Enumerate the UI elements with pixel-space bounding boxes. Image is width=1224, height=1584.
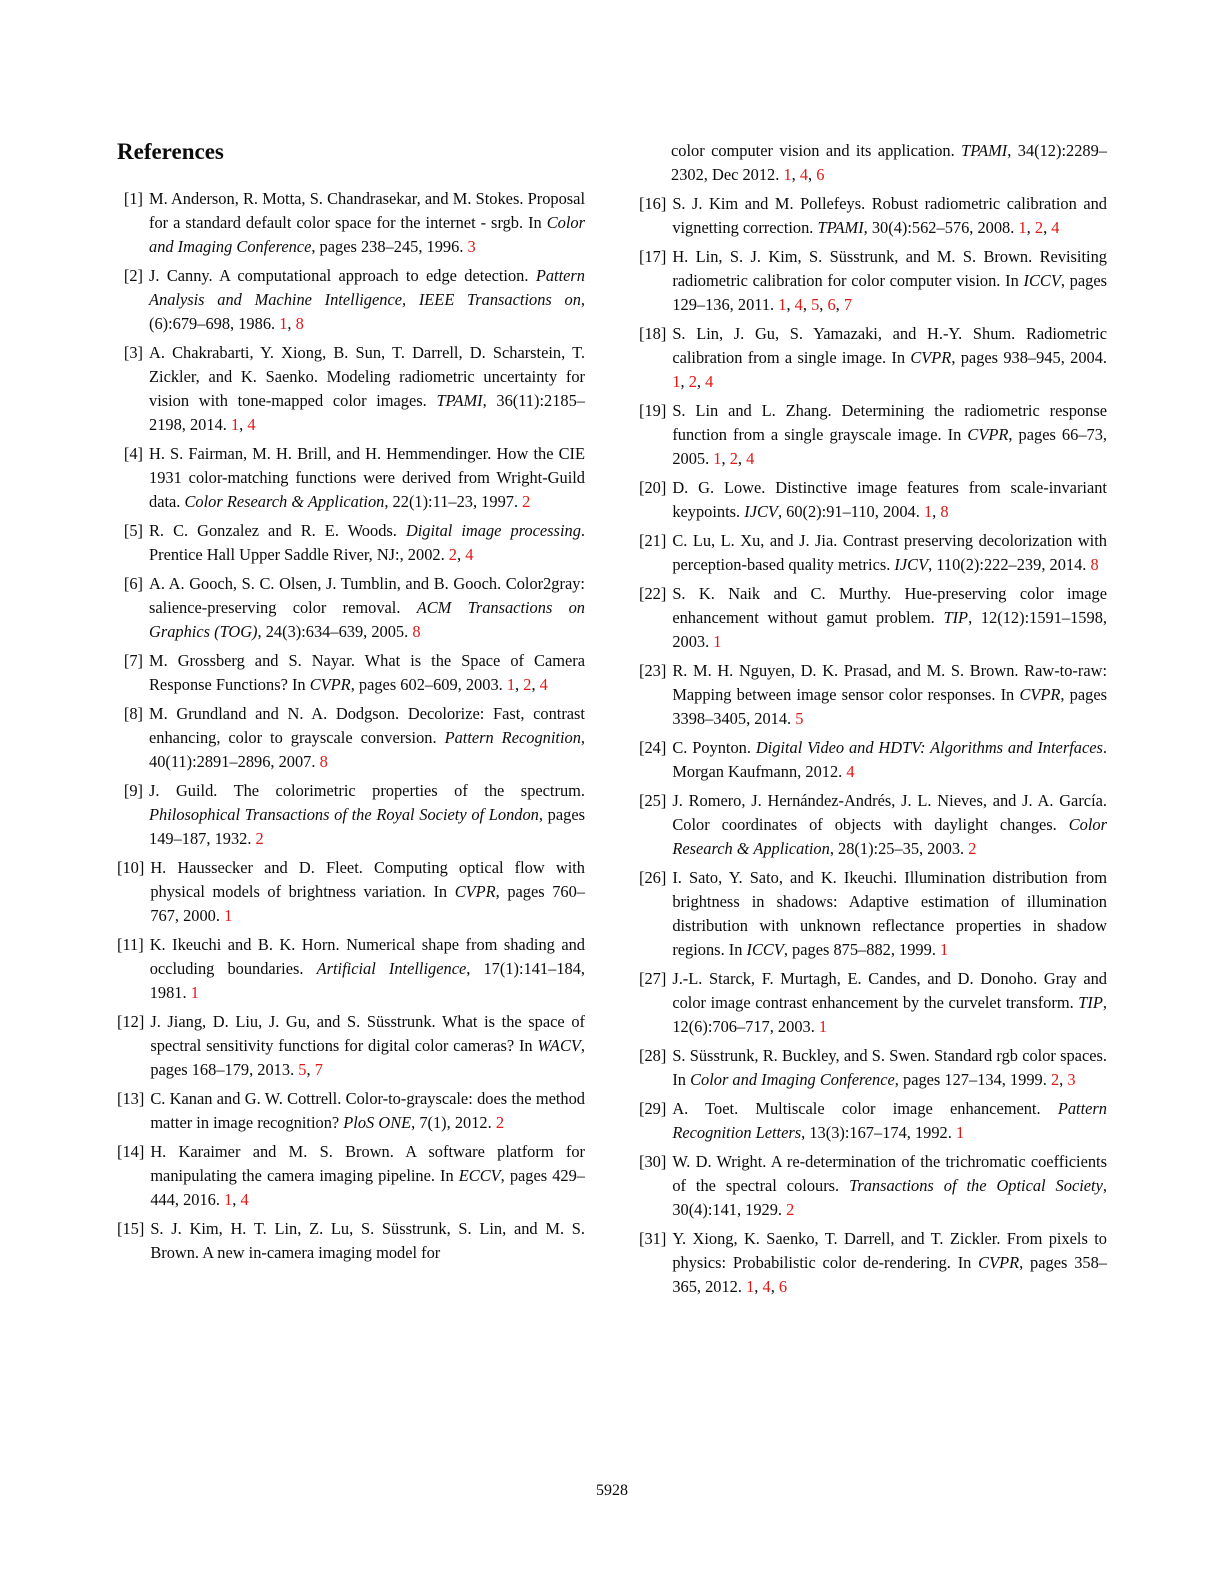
reference-label: [12] bbox=[117, 1012, 145, 1031]
reference-label: [8] bbox=[123, 704, 143, 723]
reference-text-segment: H. Haussecker and D. Fleet. Computing optical flow with physical models of brightness variation. In bbox=[150, 858, 585, 901]
citation-page-link[interactable]: 3 bbox=[1067, 1070, 1076, 1089]
reference-label: [22] bbox=[639, 584, 667, 603]
reference-text-segment: , (6):679–698, 1986. bbox=[149, 290, 585, 333]
references-list-left bbox=[117, 187, 585, 1265]
reference-item bbox=[117, 702, 585, 774]
venue-name: TIP bbox=[943, 608, 969, 627]
reference-label: [25] bbox=[639, 791, 667, 810]
reference-label: [18] bbox=[639, 324, 667, 343]
reference-text-segment: , pages 168–179, 2013. bbox=[150, 1036, 585, 1079]
citation-page-link[interactable]: 4 bbox=[746, 449, 755, 468]
citation-page-link[interactable]: 2 bbox=[495, 1113, 505, 1132]
citation-page-link[interactable]: 1 bbox=[955, 1123, 965, 1142]
reference-text-segment: color computer vision and its application. bbox=[671, 141, 962, 160]
reference-text bbox=[149, 572, 585, 644]
reference-text-segment: , 60(2):91–110, 2004. bbox=[777, 502, 924, 521]
reference-text-segment: , pages 127–134, 1999. bbox=[894, 1070, 1051, 1089]
reference-text-segment: , pages 129–136, 2011. bbox=[672, 271, 1107, 314]
reference-item bbox=[117, 572, 585, 644]
reference-label: [11] bbox=[117, 935, 144, 954]
citation-page-link[interactable]: 1 bbox=[940, 940, 949, 959]
reference-label: [19] bbox=[639, 401, 667, 420]
venue-name: Digital Video and HDTV: Algorithms and Interfaces bbox=[755, 738, 1103, 757]
reference-text-segment: I. Sato, Y. Sato, and K. Ikeuchi. Illumination distribution from brightness in shadows: Adaptive estimation of illumination distribution with unknown reflectance properties in shadow regions. In bbox=[672, 868, 1107, 959]
reference-text-segment: R. M. H. Nguyen, D. K. Prasad, and M. S. Brown. Raw-to-raw: Mapping between image sensor color responses. In bbox=[672, 661, 1107, 704]
reference-label: [29] bbox=[639, 1099, 667, 1118]
venue-name: CVPR bbox=[910, 348, 952, 367]
reference-text-segment: , 22(1):11–23, 1997. bbox=[384, 492, 523, 511]
reference-item bbox=[639, 529, 1107, 577]
reference-text bbox=[672, 476, 1107, 524]
reference-text-segment: D. G. Lowe. Distinctive image features from scale-invariant keypoints. bbox=[672, 478, 1107, 521]
reference-item bbox=[117, 779, 585, 851]
reference-label: [24] bbox=[639, 738, 667, 757]
citation-page-link[interactable]: 1 bbox=[713, 632, 722, 651]
reference-label: [6] bbox=[123, 574, 143, 593]
reference-text bbox=[672, 1150, 1107, 1222]
reference-text-segment: J.-L. Starck, F. Murtagh, E. Candes, and D. Donoho. Gray and color image contrast enhancement by the curvelet transform. bbox=[672, 969, 1107, 1012]
venue-name: WACV bbox=[537, 1036, 581, 1055]
citation-page-link[interactable]: 4 bbox=[247, 415, 256, 434]
venue-name: Transactions of the Optical Society bbox=[849, 1176, 1103, 1195]
reference-text-segment: , 110(2):222–239, 2014. bbox=[928, 555, 1091, 574]
reference-label: [13] bbox=[117, 1089, 145, 1108]
reference-text bbox=[149, 702, 585, 774]
venue-name: TPAMI bbox=[817, 218, 864, 237]
reference-item bbox=[639, 866, 1107, 962]
citation-page-link[interactable]: 1 bbox=[1018, 218, 1027, 237]
reference-item-continuation bbox=[639, 139, 1107, 187]
reference-text-segment: M. Anderson, R. Motta, S. Chandrasekar, and M. Stokes. Proposal for a standard default color space for the internet - srgb. In bbox=[149, 189, 585, 232]
reference-text-segment: , bbox=[696, 372, 706, 391]
citation-page-link[interactable]: 1 bbox=[224, 1190, 233, 1209]
citation-page-link[interactable]: 4 bbox=[705, 372, 714, 391]
reference-label: [31] bbox=[639, 1229, 667, 1248]
citation-page-link[interactable]: 7 bbox=[843, 295, 853, 314]
reference-label: [21] bbox=[639, 531, 667, 550]
venue-name: Color Research & Application bbox=[672, 815, 1107, 858]
reference-text bbox=[149, 341, 585, 437]
reference-text-segment: , bbox=[1059, 1070, 1068, 1089]
reference-item bbox=[639, 736, 1107, 784]
citation-page-link[interactable]: 5 bbox=[795, 709, 804, 728]
reference-item bbox=[117, 1087, 585, 1135]
reference-text bbox=[672, 192, 1107, 240]
reference-text bbox=[672, 322, 1107, 394]
reference-text-segment: , bbox=[456, 545, 466, 564]
reference-text-segment: , bbox=[1026, 218, 1035, 237]
venue-name: ACM Transactions on Graphics (TOG) bbox=[149, 598, 585, 641]
reference-text-segment: S. Süsstrunk, R. Buckley, and S. Swen. Standard rgb color spaces. In bbox=[672, 1046, 1107, 1089]
reference-text-segment: , bbox=[802, 295, 812, 314]
reference-item bbox=[117, 519, 585, 567]
citation-page-link[interactable]: 5 bbox=[811, 295, 820, 314]
reference-text bbox=[149, 264, 585, 336]
reference-label: [4] bbox=[123, 444, 143, 463]
venue-name: Pattern Recognition Letters bbox=[672, 1099, 1107, 1142]
venue-name: CVPR bbox=[309, 675, 351, 694]
reference-label: [28] bbox=[639, 1046, 667, 1065]
citation-page-link[interactable]: 2 bbox=[1050, 1070, 1060, 1089]
reference-label: [17] bbox=[639, 247, 667, 266]
reference-label: [3] bbox=[123, 343, 143, 362]
reference-item bbox=[639, 476, 1107, 524]
reference-text-segment: , pages 602–609, 2003. bbox=[350, 675, 507, 694]
reference-label: [30] bbox=[639, 1152, 667, 1171]
reference-text-segment: , bbox=[754, 1277, 763, 1296]
citation-page-link[interactable]: 1 bbox=[190, 983, 199, 1002]
reference-text-segment: , pages 66–73, 2005. bbox=[672, 425, 1108, 468]
references-column-right bbox=[639, 139, 1107, 1304]
reference-text-segment: , 17(1):141–184, 1981. bbox=[149, 959, 585, 1002]
citation-page-link[interactable]: 4 bbox=[240, 1190, 249, 1209]
reference-text-segment: , 7(1), 2012. bbox=[411, 1113, 496, 1132]
venue-name: PloS ONE bbox=[343, 1113, 412, 1132]
reference-text bbox=[150, 1087, 585, 1135]
reference-label: [26] bbox=[639, 868, 667, 887]
reference-text-segment: , pages 760–767, 2000. bbox=[150, 882, 585, 925]
citation-page-link[interactable]: 2 bbox=[729, 449, 738, 468]
venue-name: TPAMI bbox=[436, 391, 483, 410]
reference-text bbox=[150, 1217, 585, 1265]
reference-text bbox=[672, 529, 1107, 577]
reference-text-segment: , bbox=[306, 1060, 315, 1079]
reference-item bbox=[639, 399, 1107, 471]
reference-text-segment: , bbox=[835, 295, 844, 314]
reference-text-segment: , 36(11):2185–2198, 2014. bbox=[149, 391, 585, 434]
reference-text-segment: J. Guild. The colorimetric properties of the spectrum. bbox=[149, 781, 585, 800]
reference-text-segment: , bbox=[287, 314, 296, 333]
page-number: 5928 bbox=[596, 1482, 628, 1499]
venue-name: ICCV bbox=[746, 940, 784, 959]
reference-item bbox=[639, 192, 1107, 240]
reference-text-segment: , 34(12):2289–2302, Dec 2012. bbox=[671, 141, 1107, 184]
reference-text-segment: , bbox=[515, 675, 524, 694]
citation-page-link[interactable]: 1 bbox=[279, 314, 288, 333]
reference-item bbox=[639, 582, 1107, 654]
reference-text-segment: , bbox=[791, 165, 800, 184]
reference-text-segment: , bbox=[808, 165, 817, 184]
citation-page-link[interactable]: 1 bbox=[783, 165, 792, 184]
venue-name: Pattern Recognition bbox=[444, 728, 581, 747]
citation-page-link[interactable]: 1 bbox=[230, 415, 240, 434]
reference-text-segment: M. Grundland and N. A. Dodgson. Decolorize: Fast, contrast enhancing, color to grayscale conversion. bbox=[149, 704, 585, 747]
citation-page-link[interactable]: 1 bbox=[923, 502, 933, 521]
citation-page-link[interactable]: 4 bbox=[465, 545, 474, 564]
venue-name: Color and Imaging Conference bbox=[690, 1070, 895, 1089]
citation-page-link[interactable]: 8 bbox=[1090, 555, 1099, 574]
citation-page-link[interactable]: 1 bbox=[506, 675, 516, 694]
reference-text-segment: , 12(12):1591–1598, 2003. bbox=[672, 608, 1107, 651]
reference-text-segment: , bbox=[239, 415, 248, 434]
reference-text bbox=[149, 519, 585, 567]
venue-name: IJCV bbox=[894, 555, 929, 574]
reference-text bbox=[672, 1044, 1107, 1092]
reference-label: [23] bbox=[639, 661, 667, 680]
reference-text-segment: , pages 875–882, 1999. bbox=[783, 940, 941, 959]
reference-text-segment: J. Canny. A computational approach to edge detection. bbox=[149, 266, 536, 285]
reference-label: [16] bbox=[639, 194, 667, 213]
reference-label: [7] bbox=[123, 651, 143, 670]
citation-page-link[interactable]: 4 bbox=[799, 165, 809, 184]
reference-text-segment: Y. Xiong, K. Saenko, T. Darrell, and T. Zickler. From pixels to physics: Probabilistic color de-rendering. In bbox=[672, 1229, 1107, 1272]
reference-text-segment: J. Jiang, D. Liu, J. Gu, and S. Süsstrunk. What is the space of spectral sensitivity functions for digital color cameras? In bbox=[150, 1012, 585, 1055]
citation-page-link[interactable]: 2 bbox=[522, 492, 531, 511]
reference-text-segment: , 28(1):25–35, 2003. bbox=[829, 839, 969, 858]
reference-text bbox=[150, 856, 585, 928]
reference-label: [14] bbox=[117, 1142, 145, 1161]
reference-text-segment: , 40(11):2891–2896, 2007. bbox=[149, 728, 585, 771]
reference-text-segment: , bbox=[1043, 218, 1052, 237]
reference-text bbox=[150, 1010, 585, 1082]
citation-page-link[interactable]: 2 bbox=[688, 372, 697, 391]
venue-name: Color Research & Application bbox=[184, 492, 385, 511]
reference-text-segment: , bbox=[819, 295, 828, 314]
reference-text bbox=[672, 1097, 1107, 1145]
citation-page-link[interactable]: 1 bbox=[672, 372, 681, 391]
citation-page-link[interactable]: 2 bbox=[1034, 218, 1044, 237]
citation-page-link[interactable]: 2 bbox=[786, 1200, 795, 1219]
reference-text bbox=[149, 649, 585, 697]
reference-text bbox=[672, 789, 1107, 861]
venue-name: CVPR bbox=[454, 882, 496, 901]
venue-name: TIP bbox=[1078, 993, 1103, 1012]
venue-name: Pattern Analysis and Machine Intelligence, IEEE Transactions on bbox=[149, 266, 585, 309]
citation-page-link[interactable]: 2 bbox=[448, 545, 457, 564]
reference-text-segment: S. J. Kim and M. Pollefeys. Robust radiometric calibration and vignetting correction. bbox=[672, 194, 1107, 237]
reference-text-segment: A. Toet. Multiscale color image enhancement. bbox=[672, 1099, 1058, 1118]
reference-text-segment: S. J. Kim, H. T. Lin, Z. Lu, S. Süsstrunk, S. Lin, and M. S. Brown. A new in-camera imaging model for bbox=[150, 1219, 585, 1262]
reference-text bbox=[672, 967, 1107, 1039]
venue-name: Philosophical Transactions of the Royal Society of London bbox=[149, 805, 539, 824]
venue-name: Color and Imaging Conference bbox=[149, 213, 585, 256]
venue-name: Artificial Intelligence bbox=[316, 959, 467, 978]
reference-item bbox=[639, 1150, 1107, 1222]
reference-text-segment: , 13(3):167–174, 1992. bbox=[801, 1123, 956, 1142]
reference-text bbox=[149, 187, 585, 259]
citation-page-link[interactable]: 8 bbox=[412, 622, 421, 641]
citation-page-link[interactable]: 1 bbox=[746, 1277, 755, 1296]
citation-page-link[interactable]: 4 bbox=[794, 295, 803, 314]
reference-text-segment: , bbox=[721, 449, 730, 468]
venue-name: CVPR bbox=[978, 1253, 1020, 1272]
citation-page-link[interactable]: 6 bbox=[816, 165, 825, 184]
venue-name: CVPR bbox=[1019, 685, 1061, 704]
reference-item bbox=[639, 789, 1107, 861]
reference-label: [5] bbox=[123, 521, 143, 540]
reference-text-segment: , bbox=[932, 502, 941, 521]
citation-page-link[interactable]: 4 bbox=[846, 762, 855, 781]
citation-page-link[interactable]: 1 bbox=[224, 906, 233, 925]
reference-text-segment: H. Karaimer and M. S. Brown. A software platform for manipulating the camera imaging pipeline. In bbox=[150, 1142, 585, 1185]
reference-text-segment: , 30(4):562–576, 2008. bbox=[863, 218, 1019, 237]
references-heading: References bbox=[117, 139, 224, 164]
reference-text-segment: H. S. Fairman, M. H. Brill, and H. Hemmendinger. How the CIE 1931 color-matching functions were derived from Wright-Guild data. bbox=[149, 444, 585, 511]
reference-text-segment: C. Poynton. bbox=[672, 738, 756, 757]
citation-page-link[interactable]: 4 bbox=[1051, 218, 1060, 237]
reference-text-segment: , pages 3398–3405, 2014. bbox=[672, 685, 1108, 728]
reference-text bbox=[149, 442, 585, 514]
reference-text-segment: , bbox=[737, 449, 747, 468]
reference-text-segment: R. C. Gonzalez and R. E. Woods. bbox=[149, 521, 406, 540]
citation-page-link[interactable]: 1 bbox=[713, 449, 722, 468]
reference-item bbox=[117, 649, 585, 697]
reference-text-segment: M. Grossberg and S. Nayar. What is the Space of Camera Response Functions? In bbox=[149, 651, 585, 694]
reference-text bbox=[672, 1227, 1107, 1299]
reference-text-segment: , 24(3):634–639, 2005. bbox=[257, 622, 413, 641]
reference-text-segment: W. D. Wright. A re-determination of the trichromatic coefficients of the spectral colours. bbox=[672, 1152, 1107, 1195]
reference-item bbox=[117, 264, 585, 336]
reference-label: [20] bbox=[639, 478, 667, 497]
reference-item bbox=[117, 856, 585, 928]
reference-text-segment: A. A. Gooch, S. C. Olsen, J. Tumblin, and B. Gooch. Color2gray: salience-preserving color removal. bbox=[149, 574, 585, 617]
citation-page-link[interactable]: 1 bbox=[818, 1017, 828, 1036]
reference-text-segment: S. Lin and L. Zhang. Determining the radiometric response function from a single grayscale image. In bbox=[672, 401, 1107, 444]
reference-text-segment: S. K. Naik and C. Murthy. Hue-preserving color image enhancement without gamut problem. bbox=[672, 584, 1107, 627]
reference-text-segment: , bbox=[232, 1190, 241, 1209]
reference-text-segment: , 30(4):141, 1929. bbox=[672, 1176, 1107, 1219]
citation-page-link[interactable]: 1 bbox=[778, 295, 787, 314]
reference-text bbox=[672, 866, 1107, 962]
venue-name: ICCV bbox=[1023, 271, 1061, 290]
reference-text-segment: , bbox=[680, 372, 689, 391]
reference-item bbox=[117, 1010, 585, 1082]
reference-item bbox=[117, 187, 585, 259]
references-column-left bbox=[117, 139, 585, 1270]
reference-item bbox=[639, 245, 1107, 317]
reference-item bbox=[639, 1227, 1107, 1299]
reference-item bbox=[639, 1044, 1107, 1092]
reference-text-segment: , pages 938–945, 2004. bbox=[951, 348, 1107, 367]
reference-text-segment: C. Kanan and G. W. Cottrell. Color-to-grayscale: does the method matter in image recognition? bbox=[150, 1089, 585, 1132]
reference-text bbox=[671, 139, 1107, 187]
citation-page-link[interactable]: 2 bbox=[968, 839, 977, 858]
reference-text bbox=[150, 1140, 585, 1212]
citation-page-link[interactable]: 6 bbox=[778, 1277, 788, 1296]
reference-text bbox=[149, 779, 585, 851]
reference-item bbox=[639, 659, 1107, 731]
reference-label: [27] bbox=[639, 969, 667, 988]
venue-name: CVPR bbox=[967, 425, 1009, 444]
reference-text-segment: , pages 358–365, 2012. bbox=[672, 1253, 1107, 1296]
reference-text bbox=[672, 582, 1107, 654]
reference-label: [10] bbox=[117, 858, 145, 877]
citation-page-link[interactable]: 8 bbox=[940, 502, 949, 521]
citation-page-link[interactable]: 5 bbox=[298, 1060, 307, 1079]
citation-page-link[interactable]: 2 bbox=[255, 829, 264, 848]
reference-text-segment: , 12(6):706–717, 2003. bbox=[672, 993, 1107, 1036]
reference-item bbox=[117, 1217, 585, 1265]
reference-text-segment: , bbox=[786, 295, 795, 314]
venue-name: Digital image processing bbox=[405, 521, 581, 540]
citation-page-link[interactable]: 8 bbox=[295, 314, 304, 333]
reference-label: [2] bbox=[123, 266, 143, 285]
reference-text-segment: . Morgan Kaufmann, 2012. bbox=[672, 738, 1107, 781]
reference-text-segment: S. Lin, J. Gu, S. Yamazaki, and H.-Y. Shum. Radiometric calibration from a single image. In bbox=[672, 324, 1107, 367]
reference-text-segment: H. Lin, S. J. Kim, S. Süsstrunk, and M. S. Brown. Revisiting radiometric calibration for color computer vision. In bbox=[672, 247, 1107, 290]
reference-item bbox=[117, 341, 585, 437]
citation-page-link[interactable]: 7 bbox=[314, 1060, 323, 1079]
reference-text-segment: . Prentice Hall Upper Saddle River, NJ:, 2002. bbox=[149, 521, 585, 564]
reference-text-segment: C. Lu, L. Xu, and J. Jia. Contrast preserving decolorization with perception-based quality metrics. bbox=[672, 531, 1107, 574]
reference-label: [9] bbox=[123, 781, 143, 800]
reference-text bbox=[672, 736, 1107, 784]
citation-page-link[interactable]: 2 bbox=[523, 675, 532, 694]
reference-item bbox=[639, 1097, 1107, 1145]
venue-name: TPAMI bbox=[961, 141, 1008, 160]
reference-text bbox=[672, 399, 1107, 471]
reference-label: [1] bbox=[123, 189, 143, 208]
venue-name: ECCV bbox=[458, 1166, 501, 1185]
reference-item bbox=[117, 442, 585, 514]
reference-text-segment: , pages 149–187, 1932. bbox=[149, 805, 585, 848]
reference-item bbox=[639, 322, 1107, 394]
reference-text bbox=[672, 245, 1107, 317]
references-list-right bbox=[639, 139, 1107, 1299]
reference-item bbox=[639, 967, 1107, 1039]
reference-text-segment: K. Ikeuchi and B. K. Horn. Numerical shape from shading and occluding boundaries. bbox=[149, 935, 585, 978]
citation-page-link[interactable]: 6 bbox=[827, 295, 836, 314]
reference-text-segment: , pages 238–245, 1996. bbox=[311, 237, 468, 256]
reference-item bbox=[117, 933, 585, 1005]
reference-text-segment: , bbox=[770, 1277, 779, 1296]
citation-page-link[interactable]: 4 bbox=[539, 675, 548, 694]
reference-label: [15] bbox=[117, 1219, 145, 1238]
reference-text-segment: A. Chakrabarti, Y. Xiong, B. Sun, T. Darrell, D. Scharstein, T. Zickler, and K. Saenko. Modeling radiometric uncertainty for vision with tone-mapped color images. bbox=[149, 343, 585, 410]
reference-item bbox=[117, 1140, 585, 1212]
reference-label bbox=[639, 139, 671, 187]
venue-name: IJCV bbox=[744, 502, 778, 521]
reference-text-segment: J. Romero, J. Hernández-Andrés, J. L. Nieves, and J. A. García. Color coordinates of objects with daylight changes. bbox=[672, 791, 1107, 834]
reference-text-segment: , bbox=[531, 675, 540, 694]
reference-text bbox=[150, 933, 585, 1005]
citation-page-link[interactable]: 8 bbox=[319, 752, 328, 771]
citation-page-link[interactable]: 3 bbox=[467, 237, 476, 256]
reference-text bbox=[672, 659, 1107, 731]
reference-text-segment: , pages 429–444, 2016. bbox=[150, 1166, 585, 1209]
citation-page-link[interactable]: 4 bbox=[762, 1277, 771, 1296]
